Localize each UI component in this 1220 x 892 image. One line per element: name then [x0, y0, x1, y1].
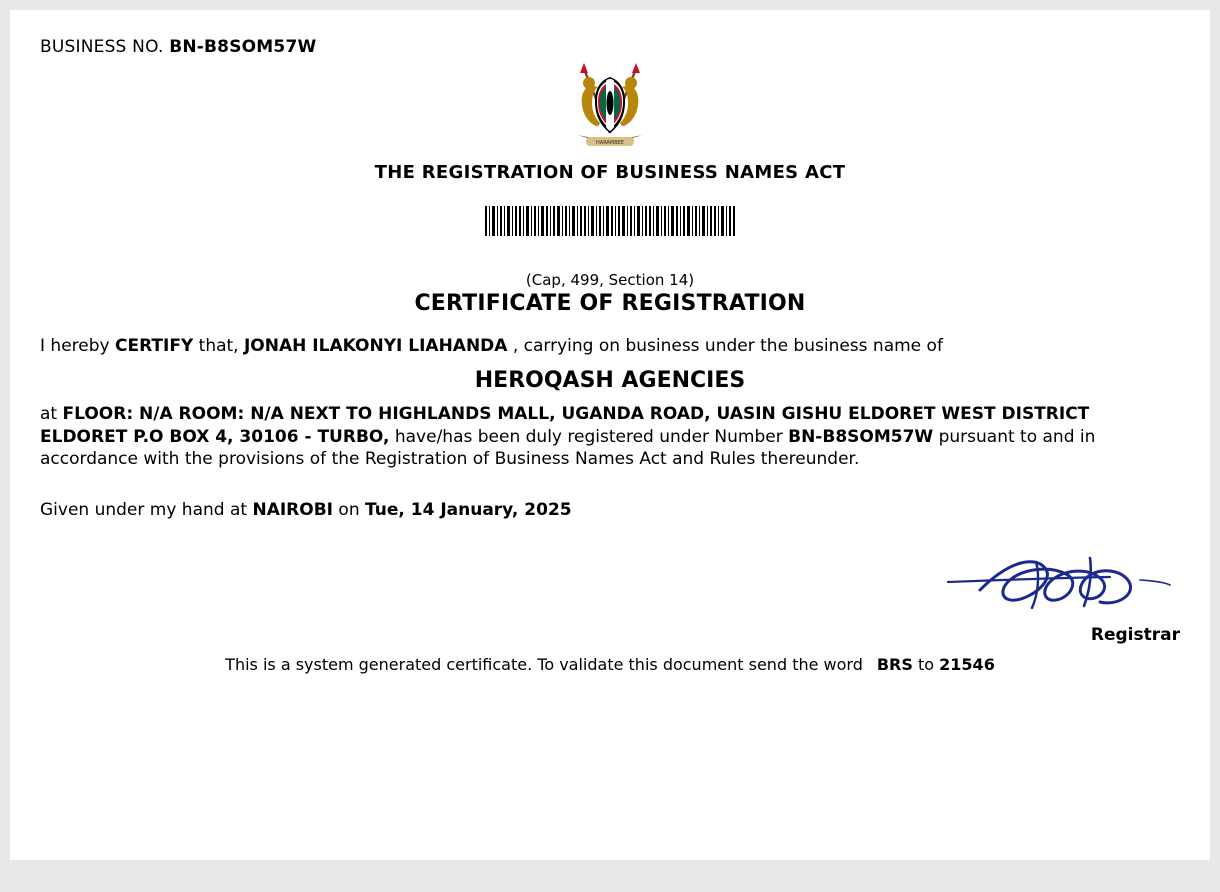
footer-keyword: BRS — [876, 655, 913, 674]
act-title: THE REGISTRATION OF BUSINESS NAMES ACT — [374, 162, 846, 183]
signature-icon — [940, 550, 1190, 620]
registered-under-text: have/has been duly registered under Number — [389, 426, 789, 447]
given-under-hand-line — [40, 499, 1180, 521]
given-on: on — [333, 499, 365, 520]
business-name: HEROQASH AGENCIES — [474, 368, 746, 394]
person-name: JONAH ILAKONYI LIAHANDA — [243, 336, 508, 356]
footer-shortcode: 21546 — [939, 655, 995, 674]
footer-note — [10, 655, 1210, 674]
footer-to: to — [918, 655, 935, 674]
coat-of-arms-container — [10, 55, 1210, 159]
certificate-page — [10, 10, 1210, 860]
at-label: at — [40, 404, 63, 425]
given-place: NAIROBI — [252, 499, 334, 520]
certificate-body — [40, 335, 1180, 521]
svg-text:HARAMBEE: HARAMBEE — [596, 140, 624, 146]
certify-prefix: I hereby — [40, 336, 115, 356]
certify-word: CERTIFY — [114, 336, 194, 356]
certificate-title: CERTIFICATE OF REGISTRATION — [414, 291, 806, 316]
pursuant-text: pursuant to and in accordance with the provisions of the Registration of Business Names Act and Rules thereunder. — [40, 426, 1096, 470]
registrar-label: Registrar — [1090, 625, 1180, 645]
address-paragraph — [40, 403, 1180, 470]
footer-text: This is a system generated certificate. To validate this document send the word — [225, 655, 863, 674]
given-prefix: Given under my hand at — [40, 499, 253, 520]
kenya-coat-of-arms-icon — [560, 55, 660, 155]
given-date: Tue, 14 January, 2025 — [365, 499, 572, 520]
business-number-line — [40, 37, 316, 57]
certify-line — [40, 335, 1180, 357]
business-address: FLOOR: N/A ROOM: N/A NEXT TO HIGHLANDS MALL, UGANDA ROAD, UASIN GISHU ELDORET WEST DISTRICT ELDORET P.O BOX 4, 30106 - TURBO, — [40, 404, 1090, 447]
business-number-label: BUSINESS NO. — [40, 37, 164, 57]
cap-section-line: (Cap, 499, Section 14) — [525, 271, 695, 289]
certify-that: that, — [193, 336, 244, 356]
business-number-value: BN-B8SOM57W — [169, 37, 317, 57]
barcode-container — [10, 206, 1210, 240]
carrying-on-text: , carrying on business under the business name of — [507, 336, 943, 356]
barcode-icon — [483, 206, 737, 236]
registration-number: BN-B8SOM57W — [788, 426, 934, 447]
